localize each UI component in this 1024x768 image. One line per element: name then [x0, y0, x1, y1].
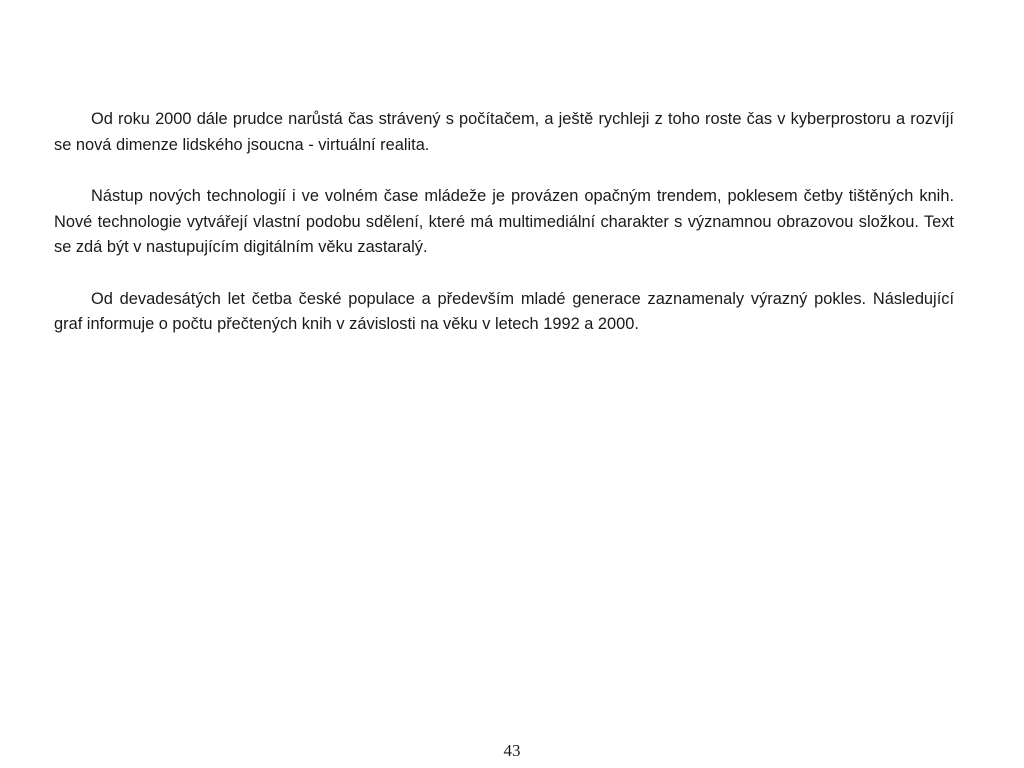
page-number: 43	[503, 741, 521, 760]
paragraph-1: Od roku 2000 dále prudce narůstá čas strávený s počítačem, a ještě rychleji z toho roste čas v kyberprostoru a rozvíjí se nová dimenze lidského jsoucna - virtuální realita.	[54, 110, 954, 154]
paragraph-2: Nástup nových technologií i ve volném čase mládeže je provázen opačným trendem, poklesem četby tištěných knih. Nové technologie vytvářejí vlastní podobu sdělení, které má multimediální charakter s významnou obrazovou složkou. Text se zdá být v nastupujícím digitálním věku zastaralý.	[54, 187, 954, 256]
body-text	[54, 107, 954, 364]
paragraph-3: Od devadesátých let četba české populace a především mladé generace zaznamenaly výrazný pokles. Následující graf informuje o počtu přečtených knih v závislosti na věku v letech 1992 a 2000.	[54, 289, 954, 333]
